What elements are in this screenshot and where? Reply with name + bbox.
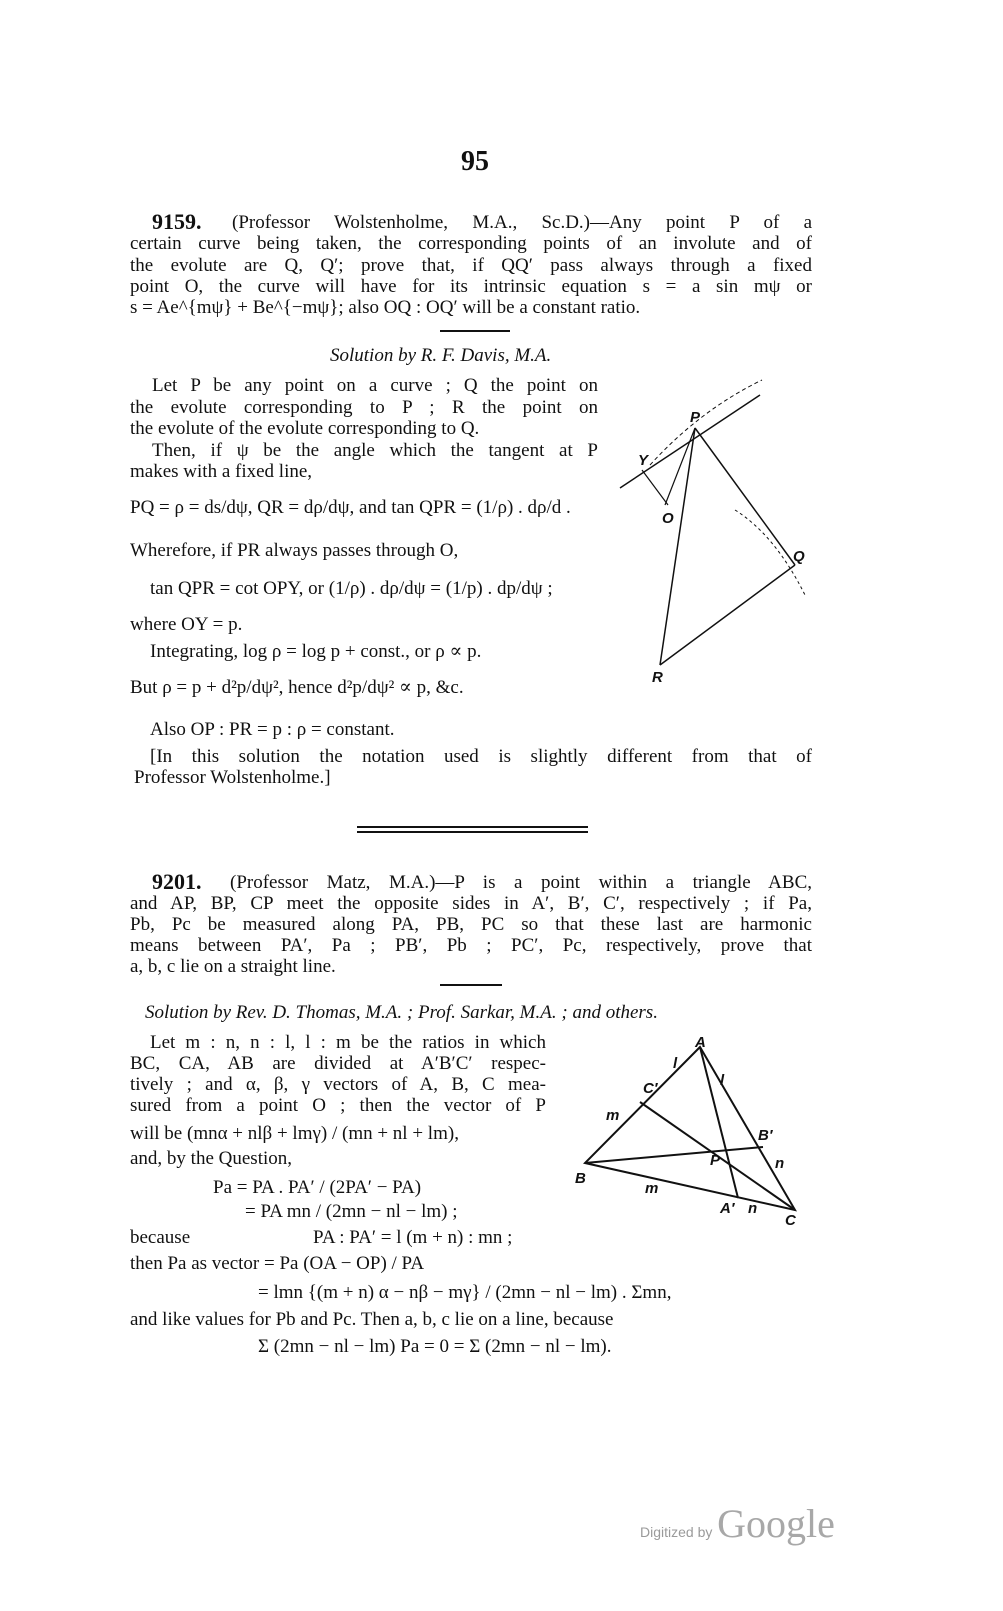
question-line: Pb, Pc be measured along PA, PB, PC so that these last are harmonic [130,914,812,935]
page-number: 95 [461,146,489,177]
solution-line: Wherefore, if PR always passes through O, [130,540,459,561]
cevian-AA1 [700,1047,738,1198]
solution-line: Let P be any point on a curve ; Q the point on [152,375,598,396]
label-A: A [695,1035,706,1051]
solution-line: Then, if ψ be the angle which the tangent at P [152,440,598,461]
solution-line: where OY = p. [130,614,243,635]
label-P: P [690,409,701,426]
question-line: certain curve being taken, the corresponding points of an involute and of [130,233,812,254]
label-A-prime: A′ [720,1200,735,1217]
label-n: n [775,1155,785,1172]
label-m: m [645,1180,659,1197]
solution-line: BC, CA, AB are divided at A′B′C′ respec- [130,1053,546,1074]
solution-line: and, by the Question, [130,1148,293,1169]
formula-line: PA : PA′ = l (m + n) : mn ; [313,1227,513,1248]
label-B-prime: B′ [758,1127,773,1144]
section-divider [357,826,588,828]
triangle-figure [570,1035,810,1230]
section-divider [357,831,588,833]
question-line: the evolute are Q, Q′; prove that, if QQ′ pass always through a fixed [130,255,812,276]
solution-line: Let m : n, n : l, l : m be the ratios in which [150,1032,546,1053]
question-line: (Professor Matz, M.A.)—P is a point within a triangle ABC, [230,872,812,893]
label-l: l [673,1055,678,1072]
formula-line: Σ (2mn − nl − lm) Pa = 0 = Σ (2mn − nl − lm). [258,1336,612,1357]
label-n: n [748,1200,758,1217]
label-P: P [710,1152,721,1169]
google-watermark [640,1500,835,1547]
question-number: 9201. [152,869,202,894]
formula-line: = PA mn / (2mn − nl − lm) ; [245,1201,458,1222]
formula-line: = lmn {(m + n) α − nβ − mγ} / (2mn − nl − lm) . Σmn, [258,1282,672,1303]
label-C: C [785,1212,796,1229]
question-number: 9159. [152,209,202,234]
formula-line: tan QPR = cot OPY, or (1/ρ) . dρ/dψ = (1/p) . dp/dψ ; [150,578,553,599]
label-Q: Q [793,548,805,565]
question-line: (Professor Wolstenholme, M.A., Sc.D.)—Any point P of a [232,212,812,233]
google-logo: Google [717,1501,835,1546]
evolute-figure [610,370,820,700]
solution-line: sured from a point O ; then the vector of P [130,1095,546,1116]
solution-line: Also OP : PR = p : ρ = constant. [150,719,395,740]
divider [440,984,502,986]
line-QR [660,565,795,665]
solution-line: makes with a fixed line, [130,461,313,482]
question-line: a, b, c lie on a straight line. [130,956,336,977]
label-Y: Y [638,452,649,469]
question-line: point O, the curve will have for its intrinsic equation s = a sin mψ or [130,276,812,297]
label-O: O [662,510,674,527]
label-l: l [720,1072,725,1089]
cevian-BB1 [585,1147,763,1163]
label-B: B [575,1170,586,1187]
label-m: m [606,1107,620,1124]
solution-line: the evolute of the evolute corresponding to Q. [130,418,480,439]
label-C-prime: C′ [643,1080,658,1097]
question-line: and AP, BP, CP meet the opposite sides in A′, B′, C′, respectively ; if Pa, [130,893,812,914]
formula-line: PQ = ρ = ds/dψ, QR = dρ/dψ, and tan QPR = (1/ρ) . dρ/d . [130,497,571,518]
line-PQ [695,428,795,565]
formula-line: But ρ = p + d²p/dψ², hence d²p/dψ² ∝ p, &c. [130,677,464,698]
solution-line: and like values for Pb and Pc. Then a, b, c lie on a line, because [130,1309,614,1330]
note-line: Professor Wolstenholme.] [134,767,331,788]
line-OY [642,470,668,505]
question-line: s = Ae^{mψ} + Be^{−mψ}; also OQ : OQ′ will be a constant ratio. [130,297,641,318]
solution-byline: Solution by Rev. D. Thomas, M.A. ; Prof. Sarkar, M.A. ; and others. [145,1002,658,1023]
line-PR [660,428,695,665]
line-PO [665,428,695,505]
formula-line: then Pa as vector = Pa (OA − OP) / PA [130,1253,425,1274]
note-line: [In this solution the notation used is slightly different from that of [150,746,812,767]
solution-line: the evolute corresponding to P ; R the point on [130,397,598,418]
label-R: R [652,669,663,686]
watermark-prefix: Digitized by [640,1524,713,1540]
divider [440,330,510,332]
question-line: means between PA′, Pa ; PB′, Pb ; PC′, Pc, respectively, prove that [130,935,812,956]
curve [650,380,762,465]
formula-line: will be (mnα + nlβ + lmγ) / (mn + nl + lm), [130,1123,459,1144]
formula-line: Integrating, log ρ = log p + const., or ρ ∝ p. [150,641,482,662]
solution-byline: Solution by R. F. Davis, M.A. [330,345,552,366]
solution-line: tively ; and α, β, γ vectors of A, B, C mea- [130,1074,546,1095]
solution-line: because [130,1227,191,1248]
formula-line: Pa = PA . PA′ / (2PA′ − PA) [213,1177,422,1198]
